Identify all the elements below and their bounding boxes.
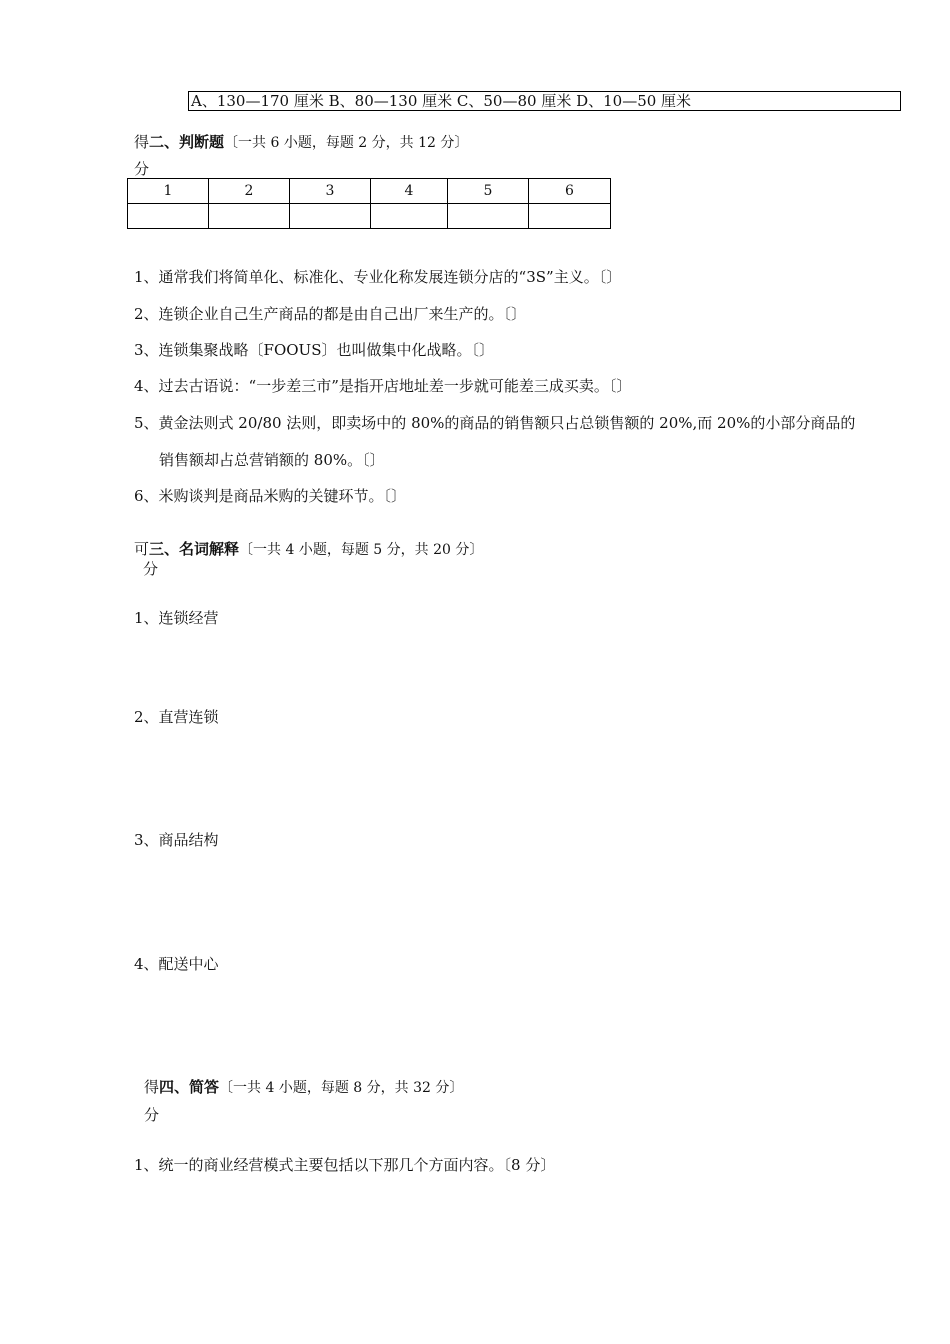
judgment-question: 2、连锁企业自己生产商品的都是由自己出厂来生产的。〔〕 (134, 305, 527, 323)
answer-table-header-cell: 3 (290, 179, 371, 204)
judgment-question: 5、黄金法则式 20/80 法则，即卖场中的 80%的商品的销售额只占总锁售额的 20%,而 20%的小部分商品的 (134, 414, 856, 432)
answer-table-header-cell: 6 (529, 179, 611, 204)
section4-prefix: 得 (144, 1078, 160, 1096)
section2-heading (134, 131, 468, 152)
answer-table-header-cell: 1 (128, 179, 209, 204)
answer-cell[interactable] (209, 204, 290, 229)
judgment-question-continued: 销售额却占总营销额的 80%。〔〕 (159, 451, 385, 469)
answer-table-input-row (128, 204, 611, 229)
answer-cell[interactable] (529, 204, 611, 229)
section2-score-char: 分 (134, 160, 150, 178)
term-item: 2、直营连锁 (134, 708, 219, 726)
answer-table-header-cell: 2 (209, 179, 290, 204)
options-line: A、130—170 厘米 B、80—130 厘米 C、50—80 厘米 D、10—50 厘米 (188, 91, 901, 111)
term-item: 4、配送中心 (134, 955, 219, 973)
section3-title: 三、名词解释 (149, 540, 240, 558)
short-answer-question: 1、统一的商业经营模式主要包括以下那几个方面内容。〔8 分〕 (134, 1156, 556, 1174)
section4-note: 〔一共 4 小题，每题 8 分，共 32 分〕 (219, 1080, 464, 1096)
answer-cell[interactable] (290, 204, 371, 229)
judgment-question: 3、连锁集聚战略〔FOOUS〕也叫做集中化战略。〔〕 (134, 341, 494, 359)
answer-cell[interactable] (128, 204, 209, 229)
answer-table-header-cell: 5 (448, 179, 529, 204)
judgment-question: 6、米购谈判是商品米购的关键环节。〔〕 (134, 487, 407, 505)
section4-score-char: 分 (144, 1106, 160, 1124)
term-item: 1、连锁经营 (134, 609, 219, 627)
answer-cell[interactable] (371, 204, 448, 229)
section3-prefix: 可 (134, 540, 150, 558)
section2-prefix: 得 (134, 133, 150, 151)
section3-note: 〔一共 4 小题，每题 5 分，共 20 分〕 (239, 542, 484, 558)
section4-heading (144, 1076, 463, 1097)
answer-table (127, 178, 611, 229)
section2-title: 二、判断题 (149, 133, 225, 151)
answer-cell[interactable] (448, 204, 529, 229)
section3-score-char: 分 (143, 560, 159, 578)
judgment-question: 1、通常我们将简单化、标准化、专业化称发展连锁分店的“3S”主义。〔〕 (134, 268, 622, 286)
section3-heading (134, 538, 483, 559)
term-item: 3、商品结构 (134, 831, 219, 849)
judgment-question: 4、过去古语说：“一步差三市”是指开店地址差一步就可能差三成买卖。〔〕 (134, 377, 632, 395)
section4-title: 四、简答 (159, 1078, 220, 1096)
answer-table-header-row (128, 179, 611, 204)
answer-table-header-cell: 4 (371, 179, 448, 204)
section2-note: 〔一共 6 小题，每题 2 分，共 12 分〕 (224, 135, 469, 151)
